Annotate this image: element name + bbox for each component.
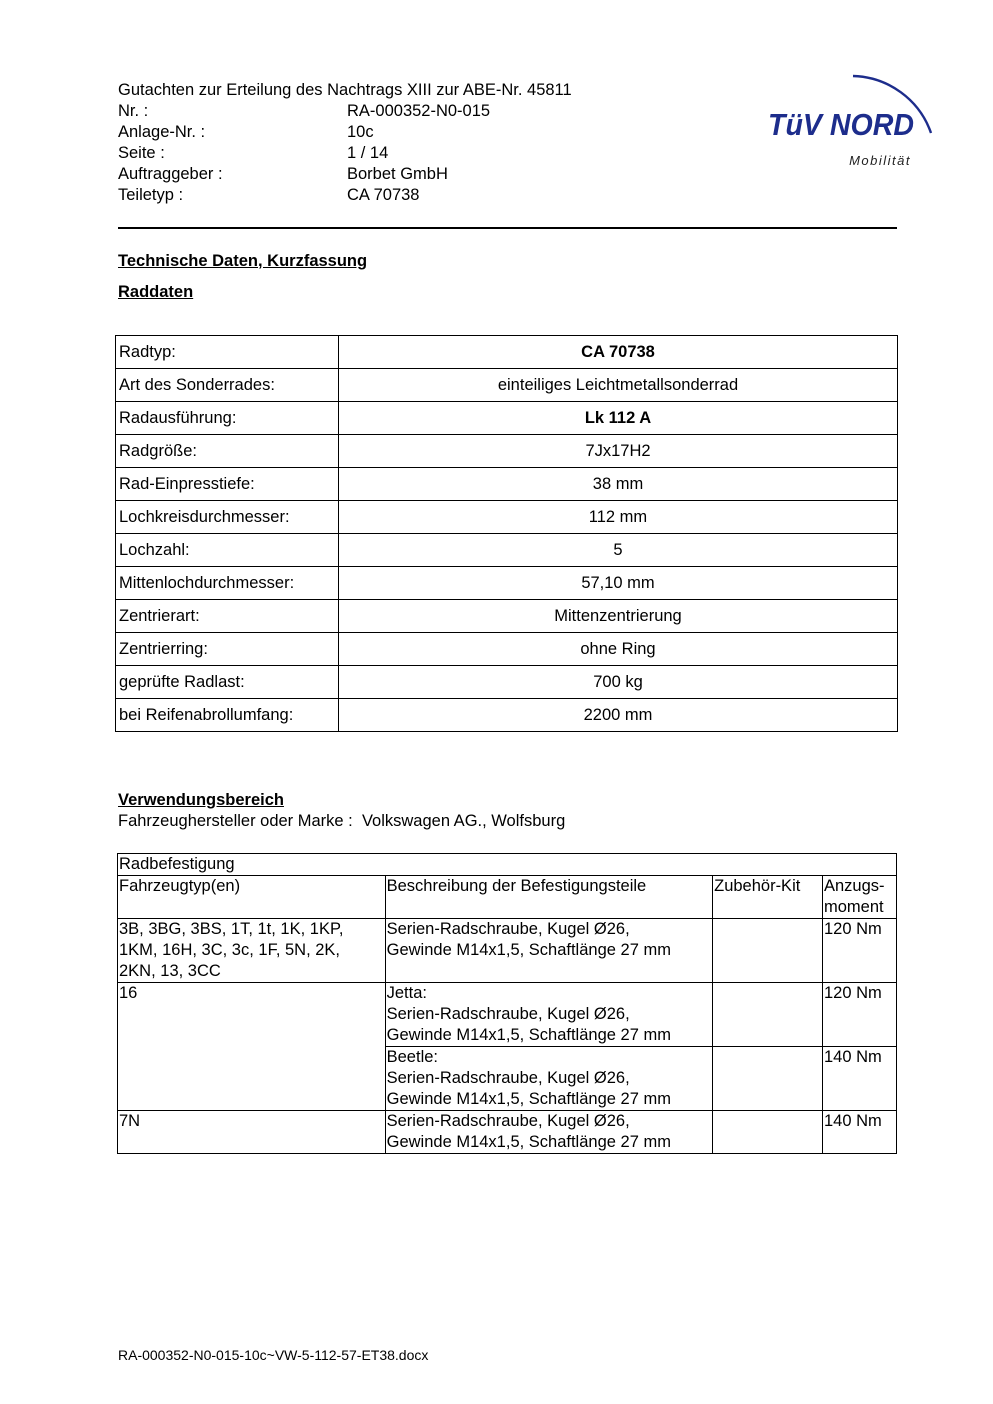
- cell-line: 2KN, 13, 3CC: [119, 962, 221, 980]
- cell-fahrzeugtyp: [118, 919, 386, 983]
- raddaten-label: Mittenlochdurchmesser:: [116, 567, 339, 600]
- raddaten-table: [115, 335, 898, 732]
- cell-anzugsmoment: 120 Nm: [823, 983, 897, 1047]
- verwendungsbereich: [118, 790, 565, 832]
- table-caption: Radbefestigung: [118, 854, 897, 876]
- raddaten-label: Zentrierring:: [116, 633, 339, 666]
- cell-zubehoer-kit: [713, 983, 823, 1047]
- footer-filename: RA-000352-N0-015-10c~VW-5-112-57-ET38.docx: [118, 1347, 429, 1363]
- header-zubehoer-kit: Zubehör-Kit: [713, 876, 823, 919]
- cell-line: 1KM, 16H, 3C, 3c, 1F, 5N, 2K,: [119, 941, 341, 959]
- cell-beschreibung: [385, 1047, 712, 1111]
- cell-anzugsmoment: 120 Nm: [823, 919, 897, 983]
- table-row: [118, 1111, 897, 1154]
- header-field: [118, 122, 572, 143]
- raddaten-value: 112 mm: [339, 501, 898, 534]
- raddaten-value: Mittenzentrierung: [339, 600, 898, 633]
- logo-brand: TüV NORD: [768, 107, 914, 142]
- header-fahrzeugtyp: Fahrzeugtyp(en): [118, 876, 386, 919]
- raddaten-label: bei Reifenabrollumfang:: [116, 699, 339, 732]
- raddaten-value: 700 kg: [339, 666, 898, 699]
- cell-fahrzeugtyp: [118, 983, 386, 1047]
- cell-line: Serien-Radschraube, Kugel Ø26,: [386, 920, 630, 938]
- raddaten-label: Radtyp:: [116, 336, 339, 369]
- cell-line: Gewinde M14x1,5, Schaftlänge 27 mm: [386, 941, 671, 959]
- logo-subtitle: Mobilität: [849, 153, 911, 168]
- section-subtitle: Raddaten: [118, 283, 194, 301]
- raddaten-label: Lochzahl:: [116, 534, 339, 567]
- raddaten-value: CA 70738: [339, 336, 898, 369]
- table-row: [116, 534, 898, 567]
- table-row: [116, 633, 898, 666]
- cell-line: Gewinde M14x1,5, Schaftlänge 27 mm: [386, 1026, 671, 1044]
- table-row: [118, 1047, 897, 1111]
- table-row: [116, 402, 898, 435]
- table-row: [116, 699, 898, 732]
- cell-beschreibung: [385, 919, 712, 983]
- cell-anzugsmoment: 140 Nm: [823, 1047, 897, 1111]
- cell-line: 3B, 3BG, 3BS, 1T, 1t, 1K, 1KP,: [119, 920, 344, 938]
- radbefestigung-table: [117, 853, 897, 1154]
- cell-anzugsmoment: 140 Nm: [823, 1111, 897, 1154]
- table-row: [116, 369, 898, 402]
- cell-zubehoer-kit: [713, 919, 823, 983]
- cell-line: Gewinde M14x1,5, Schaftlänge 27 mm: [386, 1090, 671, 1108]
- raddaten-label: Radgröße:: [116, 435, 339, 468]
- raddaten-value: 7Jx17H2: [339, 435, 898, 468]
- header-field-label: Anlage-Nr. :: [118, 123, 206, 141]
- header-field-label: Teiletyp :: [118, 186, 184, 204]
- tuv-nord-logo: [765, 58, 945, 173]
- header-anzugsmoment: [823, 876, 897, 919]
- table-caption-row: [118, 854, 897, 876]
- cell-line: Gewinde M14x1,5, Schaftlänge 27 mm: [386, 1133, 671, 1151]
- header-field: [118, 101, 572, 122]
- table-row: [118, 919, 897, 983]
- manufacturer-label: Fahrzeughersteller oder Marke :: [118, 812, 353, 830]
- header-field: [118, 164, 572, 185]
- header-field-value: RA-000352-N0-015: [347, 102, 491, 120]
- raddaten-value: 5: [339, 534, 898, 567]
- raddaten-value: ohne Ring: [339, 633, 898, 666]
- header-field: [118, 143, 572, 164]
- header-field-value: 1 / 14: [347, 144, 389, 162]
- raddaten-label: Radausführung:: [116, 402, 339, 435]
- raddaten-label: Zentrierart:: [116, 600, 339, 633]
- header-divider: [118, 227, 897, 229]
- raddaten-value: Lk 112 A: [339, 402, 898, 435]
- table-row: [116, 501, 898, 534]
- header-field-label: Auftraggeber :: [118, 165, 223, 183]
- table-row: [116, 336, 898, 369]
- header-field-value: 10c: [347, 123, 374, 141]
- cell-fahrzeugtyp: [118, 1047, 386, 1111]
- table-row: [116, 666, 898, 699]
- table-row: [116, 600, 898, 633]
- cell-beschreibung: [385, 1111, 712, 1154]
- raddaten-value: einteiliges Leichtmetallsonderrad: [339, 369, 898, 402]
- header-anzugsmoment-line: moment: [824, 898, 884, 916]
- header-beschreibung: Beschreibung der Befestigungsteile: [385, 876, 712, 919]
- raddaten-value: 38 mm: [339, 468, 898, 501]
- section-title: Technische Daten, Kurzfassung: [118, 252, 368, 270]
- cell-line: 7N: [119, 1112, 141, 1130]
- cell-line: Serien-Radschraube, Kugel Ø26,: [386, 1069, 630, 1087]
- cell-line: Serien-Radschraube, Kugel Ø26,: [386, 1112, 630, 1130]
- cell-zubehoer-kit: [713, 1047, 823, 1111]
- cell-line: Serien-Radschraube, Kugel Ø26,: [386, 1005, 630, 1023]
- table-header-row: [118, 876, 897, 919]
- raddaten-value: 2200 mm: [339, 699, 898, 732]
- raddaten-label: Art des Sonderrades:: [116, 369, 339, 402]
- table-row: [116, 567, 898, 600]
- cell-line: Beetle:: [386, 1048, 438, 1066]
- table-row: [116, 435, 898, 468]
- header-field-value: CA 70738: [347, 186, 420, 204]
- cell-fahrzeugtyp: [118, 1111, 386, 1154]
- table-row: [116, 468, 898, 501]
- cell-line: 16: [119, 984, 138, 1002]
- table-row: [118, 983, 897, 1047]
- header-field-value: Borbet GmbH: [347, 165, 448, 183]
- cell-beschreibung: [385, 983, 712, 1047]
- header-field: [118, 185, 572, 206]
- raddaten-label: Rad-Einpresstiefe:: [116, 468, 339, 501]
- document-header: [118, 80, 572, 206]
- header-field-label: Nr. :: [118, 102, 149, 120]
- raddaten-label: geprüfte Radlast:: [116, 666, 339, 699]
- header-anzugsmoment-line: Anzugs-: [824, 877, 885, 895]
- raddaten-value: 57,10 mm: [339, 567, 898, 600]
- document-title: Gutachten zur Erteilung des Nachtrags XIII zur ABE-Nr. 45811: [118, 81, 572, 99]
- raddaten-label: Lochkreisdurchmesser:: [116, 501, 339, 534]
- header-field-label: Seite :: [118, 144, 165, 162]
- manufacturer-line: [118, 811, 565, 832]
- cell-line: Jetta:: [386, 984, 427, 1002]
- verwendung-title: Verwendungsbereich: [118, 791, 284, 809]
- manufacturer-value: Volkswagen AG., Wolfsburg: [361, 812, 566, 830]
- cell-zubehoer-kit: [713, 1111, 823, 1154]
